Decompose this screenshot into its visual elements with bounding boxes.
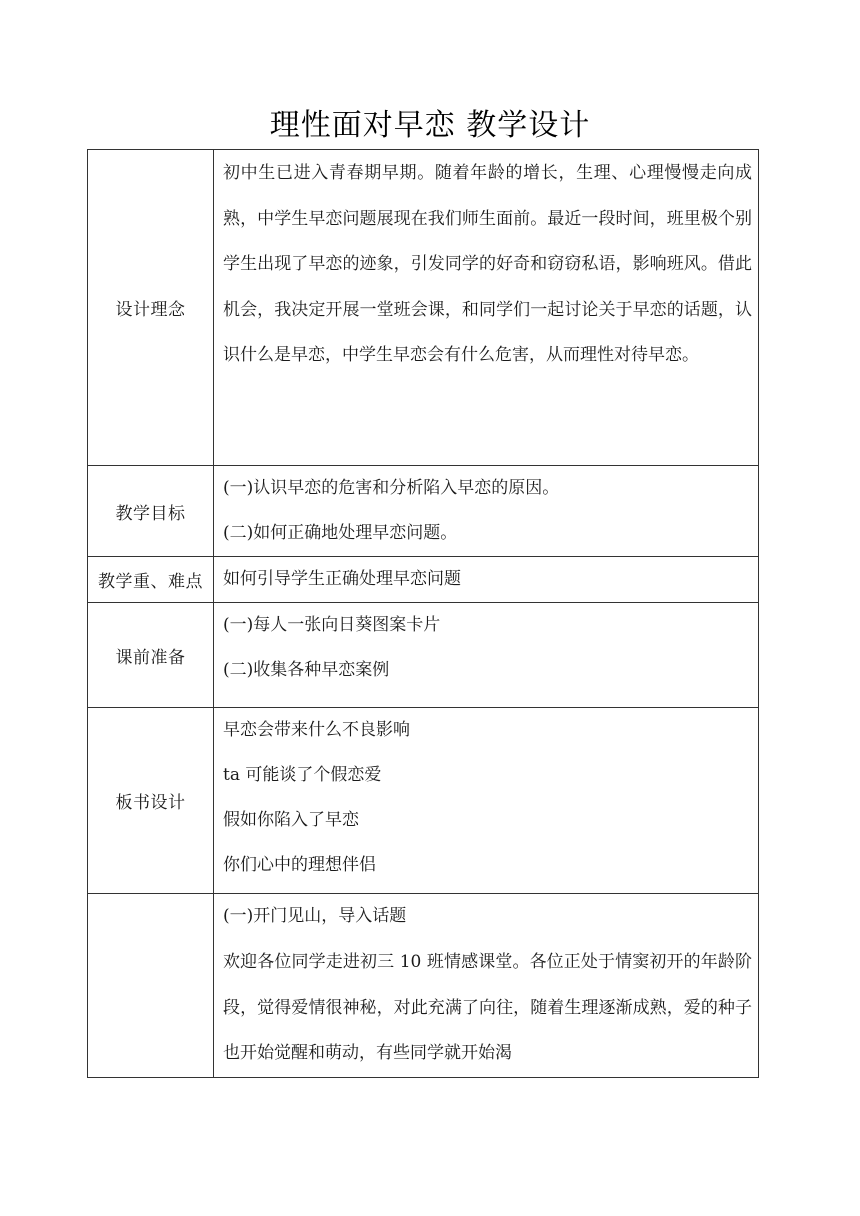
row-label-key-points: 教学重、难点 xyxy=(98,572,203,592)
process-heading: (一)开门见山，导入话题 xyxy=(223,906,407,926)
process-text: 欢迎各位同学走进初三 10 班情感课堂。各位正处于情窦初开的年龄阶段，觉得爱情很神秘，对此充满了向往，随着生理逐渐成熟，爱的种子也开始觉醒和萌动，有些同学就开始渴 xyxy=(223,952,752,1063)
table-row-preparation xyxy=(88,603,759,708)
content-cell-board-design xyxy=(214,708,759,894)
board-item: ta 可能谈了个假恋爱 xyxy=(223,765,382,785)
label-cell-preparation xyxy=(88,603,214,708)
table-row-key-points xyxy=(88,557,759,603)
row-label-preparation: 课前准备 xyxy=(115,647,186,668)
label-cell-key-points xyxy=(88,557,214,603)
content-cell-teaching-goals xyxy=(214,466,759,557)
table-row-design-concept xyxy=(88,150,759,466)
page-title: 理性面对早恋 教学设计 xyxy=(269,108,591,143)
design-concept-text: 初中生已进入青春期早期。随着年龄的增长，生理、心理慢慢走向成熟，中学生早恋问题展现在我们师生面前。最近一段时间，班里极个别学生出现了早恋的迹象，引发同学的好奇和窃窃私语，影响班风。借此机会，我决定开展一堂班会课，和同学们一起讨论关于早恋的话题，认识什么是早恋，中学生早恋会有什么危害，从而理性对待早恋。 xyxy=(223,163,752,365)
content-cell-teaching-process xyxy=(214,894,759,1078)
board-item: 早恋会带来什么不良影响 xyxy=(223,720,410,740)
row-label-teaching-goals: 教学目标 xyxy=(115,503,186,524)
label-cell-teaching-goals xyxy=(88,466,214,557)
board-item: 你们心中的理想伴侣 xyxy=(223,855,376,875)
content-cell-key-points xyxy=(214,557,759,603)
row-label-design-concept: 设计理念 xyxy=(115,300,186,320)
key-points-text: 如何引导学生正确处理早恋问题 xyxy=(223,569,461,589)
goal-item: (一)认识早恋的危害和分析陷入早恋的原因。 xyxy=(223,478,560,498)
label-cell-design-concept xyxy=(88,150,214,466)
content-cell-design-concept xyxy=(214,150,759,466)
lesson-plan-table xyxy=(87,149,759,1078)
label-cell-board-design xyxy=(88,708,214,894)
table-row-board-design xyxy=(88,708,759,894)
board-item: 假如你陷入了早恋 xyxy=(223,810,359,830)
label-cell-teaching-process xyxy=(88,894,214,1078)
row-label-board-design: 板书设计 xyxy=(115,793,186,813)
goal-item: (二)如何正确地处理早恋问题。 xyxy=(223,523,458,543)
content-cell-preparation xyxy=(214,603,759,708)
preparation-item: (二)收集各种早恋案例 xyxy=(223,660,390,680)
preparation-item: (一)每人一张向日葵图案卡片 xyxy=(223,615,441,635)
table-row-teaching-process xyxy=(88,894,759,1078)
table-row-teaching-goals xyxy=(88,466,759,557)
